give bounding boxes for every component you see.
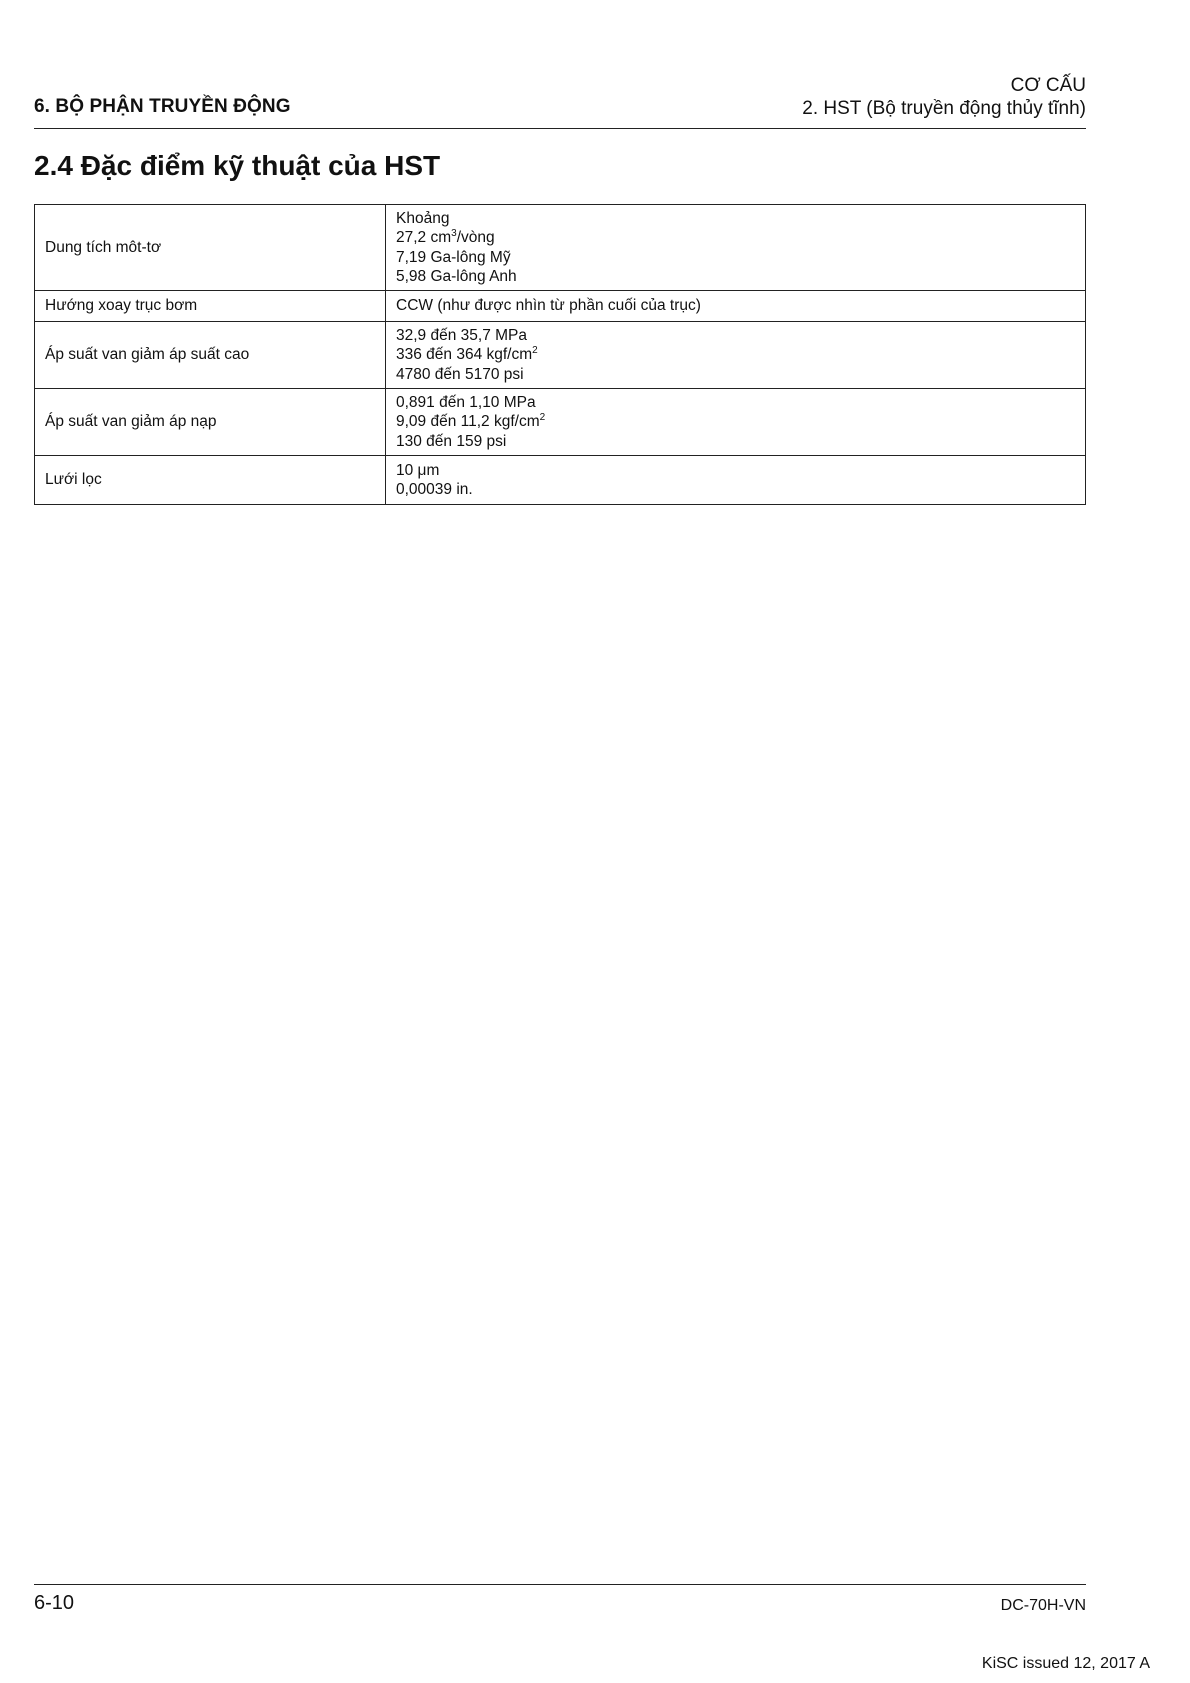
footer-divider xyxy=(34,1584,1086,1585)
spec-value-line xyxy=(396,267,1075,287)
spec-value xyxy=(386,389,1086,456)
spec-value-line xyxy=(396,209,1075,229)
spec-value-line xyxy=(396,412,1075,432)
spec-value-text: 336 đến 364 kgf/cm xyxy=(396,346,533,364)
spec-row xyxy=(35,322,1086,389)
spec-value-text: 130 đến 159 psi xyxy=(396,432,507,450)
spec-value-text: 4780 đến 5170 psi xyxy=(396,365,524,383)
spec-value-line xyxy=(396,432,1075,452)
spec-row xyxy=(35,456,1086,505)
spec-value-line xyxy=(396,345,1075,365)
spec-value xyxy=(386,456,1086,505)
spec-value-suffix: /vòng xyxy=(456,229,495,246)
spec-value-superscript: 2 xyxy=(539,412,546,424)
spec-value-superscript: 2 xyxy=(532,345,538,357)
spec-label: Áp suất van giảm áp nạp xyxy=(35,389,386,456)
spec-value-text: 32,9 đến 35,7 MPa xyxy=(396,326,527,344)
spec-value-line xyxy=(396,365,1075,385)
document-code: DC-70H-VN xyxy=(1000,1597,1086,1614)
spec-value-text: 5,98 Ga-lông Anh xyxy=(396,268,517,285)
spec-table xyxy=(34,204,1086,505)
spec-value-text: 9,09 đến 11,2 kgf/cm xyxy=(396,413,540,431)
spec-value-line xyxy=(396,480,1075,500)
spec-row xyxy=(35,291,1086,322)
spec-value-line xyxy=(396,296,1075,316)
spec-value xyxy=(386,205,1086,291)
spec-value-line xyxy=(396,393,1075,413)
spec-label: Lưới lọc xyxy=(35,456,386,505)
spec-value-text: 7,19 Ga-lông Mỹ xyxy=(396,248,511,266)
spec-value-text: CCW (như được nhìn từ phần cuối của trục) xyxy=(396,297,701,315)
section-heading-line-2: 2. HST (Bộ truyền động thủy tĩnh) xyxy=(802,98,1086,119)
spec-value-text: 0,00039 in. xyxy=(396,481,473,498)
spec-value xyxy=(386,322,1086,389)
chapter-heading: 6. BỘ PHẬN TRUYỀN ĐỘNG xyxy=(34,96,291,117)
spec-value-text: 0,891 đến 1,10 MPa xyxy=(396,393,536,411)
spec-label: Hướng xoay trục bơm xyxy=(35,291,386,322)
spec-value-line xyxy=(396,461,1075,481)
spec-label: Áp suất van giảm áp suất cao xyxy=(35,322,386,389)
header-divider xyxy=(34,128,1086,129)
spec-label: Dung tích môt-tơ xyxy=(35,205,386,291)
spec-value-text: Khoảng xyxy=(396,209,450,227)
spec-row xyxy=(35,205,1086,291)
spec-value-superscript: 3 xyxy=(451,228,457,239)
page-title: 2.4 Đặc điểm kỹ thuật của HST xyxy=(34,150,441,181)
spec-value-line xyxy=(396,326,1075,346)
spec-value-text: 10 μm xyxy=(396,461,440,479)
page-number: 6-10 xyxy=(34,1592,75,1614)
spec-value xyxy=(386,291,1086,322)
issue-note: KiSC issued 12, 2017 A xyxy=(981,1655,1150,1672)
spec-value-text: 27,2 cm xyxy=(396,229,452,246)
spec-value-line xyxy=(396,228,1075,248)
spec-value-line xyxy=(396,248,1075,268)
spec-table-body xyxy=(35,205,1086,505)
spec-row xyxy=(35,389,1086,456)
section-heading xyxy=(802,74,1086,120)
section-heading-line-1: CƠ CẤU xyxy=(1010,75,1086,96)
